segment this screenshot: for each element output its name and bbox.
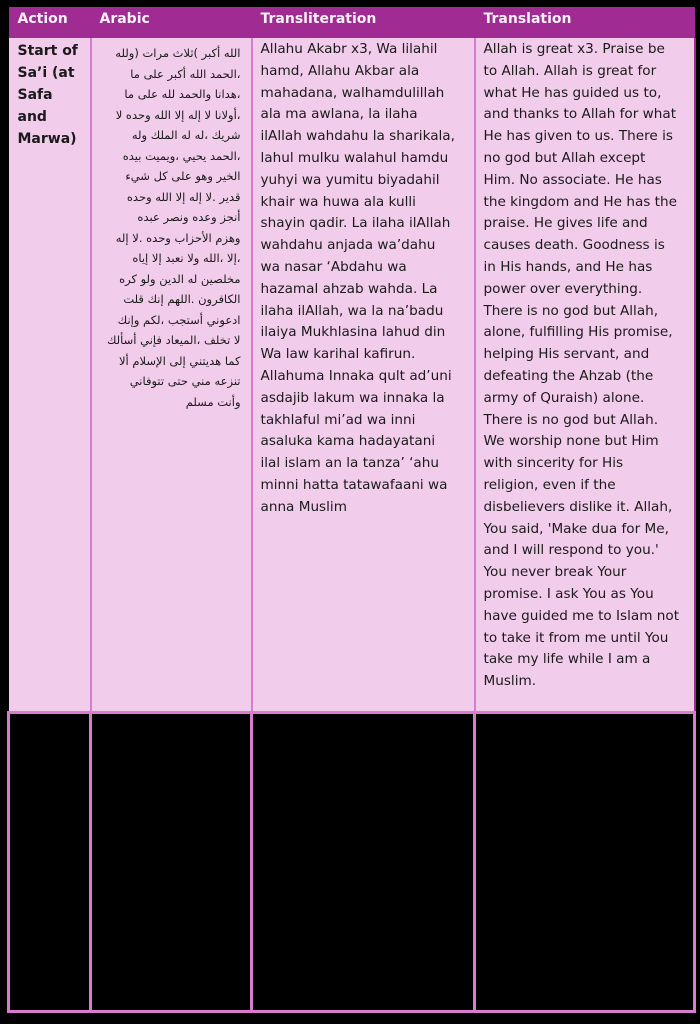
translation-text-line: We worship none but Him — [483, 433, 659, 450]
arabic-text-line: الخير وهو على كل شيء — [125, 169, 241, 183]
transliteration-text-line: khair wa huwa ala kulli — [260, 193, 416, 210]
arabic-text-line: كما هديتني إلى الإسلام ألا — [119, 353, 241, 368]
arabic-text-line: وهزم الأحزاب وحده .لا إله — [115, 230, 241, 245]
arabic-cell — [91, 38, 252, 713]
transliteration-text-line: ilal islam an la tanza’ ‘ahu — [260, 455, 439, 472]
transliteration-text-line: wahdahu anjada wa’dahu — [260, 237, 436, 254]
empty-action-cell — [9, 713, 91, 1012]
transliteration-text-line: ilaiya Mukhlasina lahud din — [260, 324, 446, 341]
transliteration-text-line: Wa law karihal kafirun. — [260, 346, 416, 363]
transliteration-text-line: hamd, Allahu Akbar ala — [260, 62, 420, 79]
arabic-text-line: ،إلا ،الله ولا نعبد إلا إياه — [132, 251, 241, 265]
transliteration-text-line: ala ma awlana, la ilaha — [260, 106, 418, 123]
arabic-text-line: قدير .لا إله إلا الله وحده — [126, 189, 241, 204]
translation-text-line: to Allah. Allah is great for — [483, 62, 657, 79]
header-action: Action — [9, 7, 91, 38]
translation-text-line: You said, 'Make dua for Me, — [483, 520, 669, 537]
transliteration-text-line: mahadana, walhamdulillah — [260, 84, 445, 101]
header-transliteration: Transliteration — [252, 7, 475, 38]
translation-text-line: what He has guided us to, — [483, 84, 662, 101]
transliteration-text-line: yuhyi wa yumitu biyadahil — [260, 171, 440, 188]
header-translation: Translation — [475, 7, 695, 38]
transliteration-text-line: lahul mulku walahul hamdu — [260, 149, 449, 166]
translation-text-line: have guided me to Islam not — [483, 607, 680, 624]
translation-text-line: and I will respond to you.' — [483, 542, 659, 559]
transliteration-text-line: hazamal ahzab wahda. La — [260, 280, 438, 297]
translation-text-line: alone, fulfilling His promise, — [483, 324, 673, 341]
empty-transliteration-cell — [252, 713, 475, 1012]
translation-text-line: causes death. Goodness is — [483, 237, 665, 254]
translation-text-line: disbelievers dislike it. Allah, — [483, 498, 673, 515]
translation-text-line: power over everything. — [483, 280, 643, 297]
arabic-text-line: ،هدانا والحمد لله على ما — [124, 87, 241, 101]
translation-text-line: the kingdom and He has the — [483, 193, 677, 210]
transliteration-text-line: asaluka kama hadayatani — [260, 433, 436, 450]
translation-text-line: There is no god but Allah. — [483, 411, 659, 428]
action-text-line: Safa — [17, 87, 53, 103]
arabic-text-line: مخلصين له الدين ولو كره — [119, 271, 241, 286]
translation-text-line: defeating the Ahzab (the — [483, 367, 654, 384]
transliteration-cell — [252, 38, 475, 713]
arabic-text-line: شريك ،له له الملك وله — [131, 128, 241, 142]
transliteration-text-line: anna Muslim — [260, 498, 347, 515]
translation-text-line: army of Quraish) alone. — [483, 389, 645, 406]
transliteration-text-line: Allahuma Innaka qult ad’uni — [260, 367, 452, 384]
translation-cell — [475, 38, 695, 713]
translation-text-line: with sincerity for His — [483, 455, 624, 472]
action-text-line: Marwa) — [17, 131, 77, 147]
translation-text-line: You never break Your — [483, 564, 627, 581]
transliteration-text-line: asdajib lakum wa innaka la — [260, 389, 445, 406]
translation-text-line: take my life while I am a — [483, 651, 651, 668]
translation-text-line: Him. No associate. He has — [483, 171, 662, 188]
translation-text-line: Allah is great x3. Praise be — [483, 41, 665, 57]
arabic-text-line: ادعوني أستجب ،لكم وإنك — [117, 312, 241, 327]
arabic-text-line: أنجز وعده ونصر عبده — [137, 210, 241, 224]
table-row — [9, 38, 695, 713]
translation-text-line: helping His servant, and — [483, 346, 650, 363]
transliteration-text-line: takhlaful mi’ad wa inni — [260, 411, 416, 428]
transliteration-text-line: minni hatta tatawafaani wa — [260, 476, 448, 493]
action-text-line: Start of — [17, 43, 78, 59]
translation-text-line: and thanks to Allah for what — [483, 106, 677, 123]
translation-text-line: Muslim. — [483, 673, 537, 690]
arabic-text-line: وأنت مسلم — [185, 394, 241, 409]
arabic-text-line: ،أولانا لا إله إلا الله وحده لا — [115, 107, 241, 122]
translation-text-line: no god but Allah except — [483, 149, 646, 166]
transliteration-text-line: ilaha ilAllah, wa la na’badu — [260, 302, 444, 319]
arabic-text-line: ،الحمد الله أكبر على ما — [130, 66, 241, 81]
arabic-text-line: الكافرون .اللهم إنك قلت — [123, 292, 241, 306]
translation-text-line: promise. I ask You as You — [483, 585, 654, 602]
translation-text-line: to take it from me until You — [483, 629, 669, 646]
action-cell — [9, 38, 91, 713]
translation-text-line: There is no god but Allah, — [483, 302, 659, 319]
transliteration-text-line: Allahu Akabr x3, Wa lilahil — [260, 41, 438, 57]
arabic-text-line: ،الحمد يحيي ،ويميت بيده — [122, 148, 241, 163]
transliteration-text-line: wa nasar ‘Abdahu wa — [260, 258, 407, 275]
transliteration-text-line: ilAllah wahdahu la sharikala, — [260, 128, 455, 145]
dua-table — [7, 7, 696, 1013]
header-arabic: Arabic — [91, 7, 252, 38]
translation-text-line: praise. He gives life and — [483, 215, 648, 232]
action-text-line: and — [17, 109, 47, 125]
arabic-text-line: الله أكبر )ثلاث مرات (ولله — [115, 46, 241, 60]
header-row — [9, 7, 695, 38]
arabic-text-line: لا تخلف ،الميعاد فإني أسألك — [106, 333, 241, 347]
translation-text-line: He has given to us. There is — [483, 128, 673, 145]
empty-translation-cell — [475, 713, 695, 1012]
arabic-text-line: تنزعه مني حتى تتوفاني — [129, 374, 241, 388]
action-text-line: Sa’i (at — [17, 65, 75, 81]
translation-text-line: religion, even if the — [483, 476, 616, 493]
table-row-empty — [9, 713, 695, 1012]
translation-text-line: in His hands, and He has — [483, 258, 653, 275]
transliteration-text-line: shayin qadir. La ilaha ilAllah — [260, 215, 451, 232]
empty-arabic-cell — [91, 713, 252, 1012]
